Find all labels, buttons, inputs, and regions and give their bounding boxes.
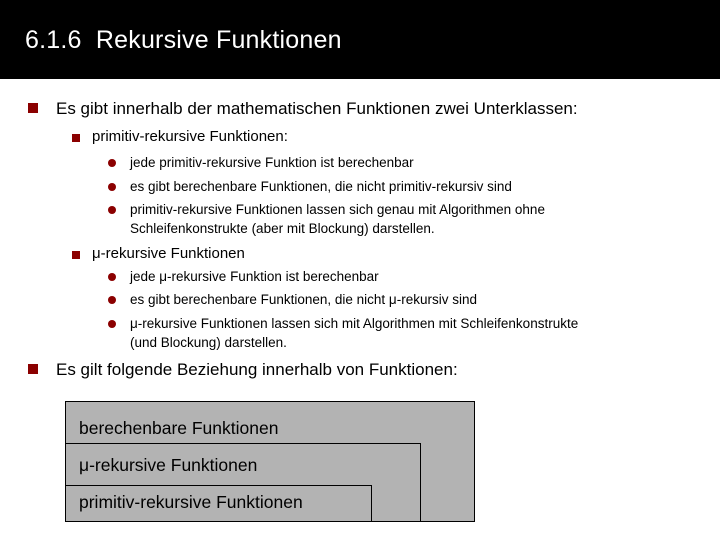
title-bar	[0, 0, 720, 79]
list-item-continuation: Schleifenkonstrukte (aber mit Blockung) darstellen.	[130, 221, 435, 236]
outer-box-label: berechenbare Funktionen	[79, 418, 279, 438]
round-bullet-icon	[108, 273, 116, 281]
round-bullet-icon	[108, 320, 116, 328]
middle-box-label: μ-rekursive Funktionen	[79, 455, 258, 475]
square-bullet-icon	[28, 364, 38, 374]
page-title: 6.1.6 Rekursive Funktionen	[25, 26, 342, 54]
main-bullet-2: Es gilt folgende Beziehung innerhalb von Funktionen:	[56, 360, 458, 379]
sub-bullet-heading-2: μ-rekursive Funktionen	[92, 245, 245, 262]
round-bullet-icon	[108, 159, 116, 167]
round-bullet-icon	[108, 206, 116, 214]
square-bullet-icon	[72, 134, 80, 142]
main-bullet-1: Es gibt innerhalb der mathematischen Funktionen zwei Unterklassen:	[56, 99, 578, 118]
list-item: es gibt berechenbare Funktionen, die nicht primitiv-rekursiv sind	[130, 179, 512, 194]
list-item-continuation: (und Blockung) darstellen.	[130, 335, 287, 350]
round-bullet-icon	[108, 296, 116, 304]
list-item: μ-rekursive Funktionen lassen sich mit Algorithmen mit Schleifenkonstrukte	[130, 316, 579, 331]
list-item: primitiv-rekursive Funktionen lassen sich genau mit Algorithmen ohne	[130, 202, 545, 217]
round-bullet-icon	[108, 183, 116, 191]
inner-box-label: primitiv-rekursive Funktionen	[79, 492, 303, 512]
square-bullet-icon	[28, 103, 38, 113]
list-item: jede primitiv-rekursive Funktion ist berechenbar	[130, 155, 414, 170]
list-item: jede μ-rekursive Funktion ist berechenbar	[130, 269, 379, 284]
list-item: es gibt berechenbare Funktionen, die nicht μ-rekursiv sind	[130, 292, 477, 307]
sub-bullet-heading-1: primitiv-rekursive Funktionen:	[92, 128, 288, 145]
square-bullet-icon	[72, 251, 80, 259]
